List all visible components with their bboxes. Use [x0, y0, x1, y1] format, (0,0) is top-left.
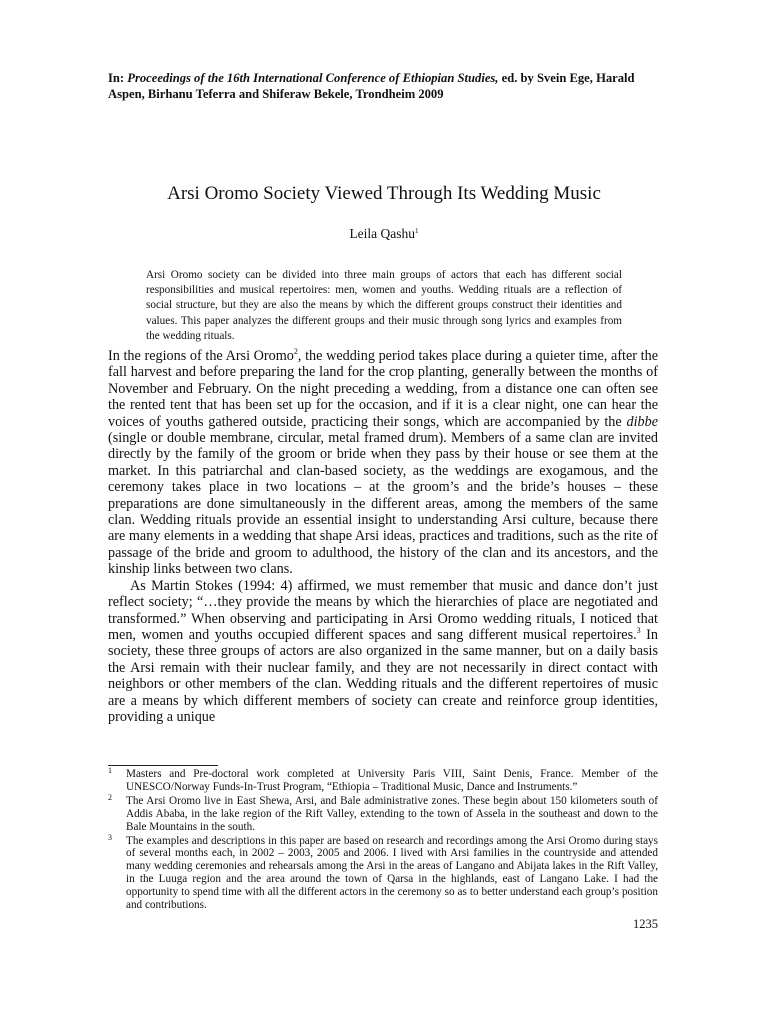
term-dibbe: dibbe [626, 413, 658, 430]
footnote-text: The examples and descriptions in this paper are based on research and recordings among the Arsi Oromo during stays of several months each, in 2002 – 2003, 2005 and 2006. I lived with Arsi families in the countryside and attended many wedding ceremonies and rehearsals among the Arsi in the areas of Langano and Abijata lakes in the Rift Valley, in the Luuga region and the area around the town of Qarsa in the highlands, east of Langano Lake. I had the opportunity to spend time with all the different actors in the ceremony so as to better understand each group’s position and contributions. [126, 834, 658, 912]
paragraph-1-text-c: (single or double membrane, circular, metal framed drum). Members of a same clan are invited directly by the family of the groom or bride when they pass by their house or see them at the market. In this patriarchal and clan-based society, as the weddings are exogamous, and the ceremony takes place in two locations – at the groom’s and the bride’s houses – these preparations are done simultaneously in the different areas, among the members of the same clan. Wedding rituals provide an essential insight to understanding Arsi culture, because there are many elements in a wedding that shape Arsi ideas, practices and traditions, such as the rite of passage of the bride and groom to adulthood, the history of the clan and its ancestors, and the kinship links between two clans. [108, 430, 658, 578]
paragraph-1-text-a: In the regions of the Arsi Oromo [108, 348, 294, 364]
paragraph-2-text-b: In society, these three groups of actors are also organized in the same manner, but on a daily basis the Arsi remain with their nuclear family, and they are not necessarily in direct contact with neighbors or other members of the clan. Wedding rituals and the different repertoires of music are a means by which different members of society can create and reinforce group identities, providing a unique [108, 626, 658, 725]
citation-editors: ed. by Svein Ege, Harald Aspen, Birhanu Teferra and Shiferaw Bekele, Trondheim 2009 [108, 71, 635, 101]
footnote-number: 3 [108, 832, 112, 842]
footnote-ref-2: 2 [293, 347, 298, 356]
paragraph-2 [108, 578, 658, 726]
footnote-ref-3: 3 [636, 625, 641, 635]
body-text [108, 348, 658, 725]
footnote-1 [108, 768, 658, 794]
footnote-text: Masters and Pre-doctoral work completed at University Paris VIII, Saint Denis, France. Member of the UNESCO/Norway Funds-In-Trust Program, “Ethiopia – Traditional Music, Dance and Instruments.” [126, 768, 658, 793]
footnotes [108, 768, 658, 913]
footnote-text: The Arsi Oromo live in East Shewa, Arsi, and Bale administrative zones. These begin about 150 kilometers south of Addis Ababa, in the lake region of the Rift Valley, extending to the town of Assela in the southeast and down to the Bale Mountains in the south. [126, 794, 658, 833]
proceedings-title: Proceedings of the 16th International Conference of Ethiopian Studies, [127, 71, 499, 85]
abstract: Arsi Oromo society can be divided into three main groups of actors that each has different social responsibilities and musical repertoires: men, women and youths. Wedding rituals are a reflection of social structure, but they are also the means by which the different groups construct their identities and values. This paper analyzes the different groups and their music through song lyrics and examples from the wedding rituals. [146, 269, 622, 342]
author-line [0, 222, 768, 243]
citation-header [108, 70, 668, 102]
paragraph-2-text-a: As Martin Stokes (1994: 4) affirmed, we must remember that music and dance don’t just reflect society; “…they provide the means by which the hierarchies of place are negotiated and transformed.” When observing and participating in Arsi Oromo wedding rituals, I noticed that men, women and youths occupied different spaces and sang different musical repertoires. [108, 577, 658, 643]
author-footnote-ref: 1 [415, 227, 419, 235]
footnote-3 [108, 832, 658, 912]
footnote-number: 1 [108, 766, 112, 775]
author-name: Leila Qashu [349, 226, 416, 241]
paragraph-1 [108, 348, 658, 578]
footnote-2 [108, 792, 658, 834]
footnote-divider [108, 765, 218, 766]
paper-title: Arsi Oromo Society Viewed Through Its Wedding Music [167, 183, 601, 204]
page-number: 1235 [633, 917, 658, 931]
paragraph-1-text-b: , the wedding period takes place during a quieter time, after the fall harvest and before preparing the land for the crop planting, generally between the months of November and February. On the night preceding a wedding, from a distance one can often see the rented tent that has been set up for the occasion, and if it is a clear night, one can hear the voices of youths gathered outside, practicing their songs, which are accompanied by the [108, 348, 658, 430]
footnote-number: 2 [108, 792, 112, 802]
citation-prefix: In: [108, 71, 128, 85]
